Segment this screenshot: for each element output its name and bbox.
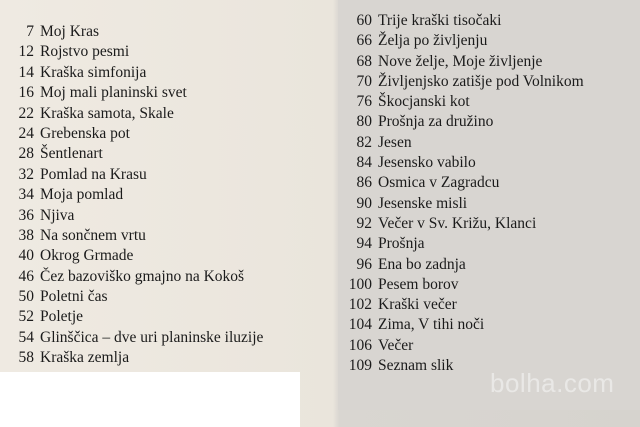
toc-entry (342, 173, 634, 193)
toc-page-number: 38 (18, 226, 34, 244)
toc-title: Moj Kras (40, 23, 99, 40)
toc-entry (342, 52, 634, 72)
toc-page-number: 68 (356, 52, 372, 70)
toc-page-number: 22 (18, 104, 34, 122)
toc-title: Čez bazoviško gmajno na Kokoš (40, 267, 245, 285)
toc-entry (342, 275, 634, 295)
toc-entry (6, 328, 336, 348)
toc-page-number: 32 (18, 165, 34, 183)
toc-entry (342, 214, 634, 234)
toc-page-number: 109 (348, 357, 372, 375)
toc-page-number: 90 (356, 194, 372, 212)
toc-entry (342, 153, 634, 173)
toc-page-number: 84 (356, 154, 372, 172)
toc-entry (6, 287, 336, 307)
toc-page-number: 94 (356, 235, 372, 253)
toc-entry (342, 194, 634, 214)
toc-title: Nove želje, Moje življenje (378, 52, 543, 70)
toc-page-number: 28 (18, 145, 34, 163)
toc-page-number: 66 (356, 32, 372, 50)
toc-entry (6, 206, 336, 226)
toc-page-number: 52 (18, 308, 34, 326)
toc-entry (342, 112, 634, 132)
toc-title: Zima, V tihi noči (378, 316, 485, 334)
toc-title: Jesenske misli (378, 194, 468, 212)
toc-page-number: 16 (18, 84, 34, 102)
toc-entry (342, 234, 634, 254)
toc-title: Želja po življenju (378, 32, 488, 50)
toc-entry (342, 31, 634, 51)
toc-page-number: 46 (18, 267, 34, 285)
toc-entry (6, 22, 336, 42)
toc-entry (342, 295, 634, 315)
contents-column-right (342, 11, 634, 376)
watermark: bolha.com (490, 368, 615, 398)
toc-page-number: 104 (348, 316, 372, 334)
toc-title: Moj mali planinski svet (40, 84, 187, 102)
toc-title: Okrog Grmade (40, 247, 134, 265)
toc-entry (342, 133, 634, 153)
toc-page-number: 14 (18, 63, 34, 81)
toc-page-number: 60 (356, 12, 372, 29)
toc-title: Pesem borov (378, 275, 459, 293)
toc-title: Šentlenart (40, 145, 103, 163)
toc-page-number: 96 (356, 255, 372, 273)
toc-page-number: 100 (348, 275, 372, 293)
toc-page-number: 50 (18, 288, 34, 306)
toc-title: Pomlad na Krasu (40, 165, 147, 183)
toc-title: Prošnja za družino (378, 113, 494, 131)
toc-entry (6, 63, 336, 83)
toc-page-number: 102 (348, 296, 372, 314)
contents-column-left (6, 22, 336, 369)
toc-entry (342, 11, 634, 31)
toc-title: Kraška simfonija (40, 63, 147, 81)
toc-page-number: 86 (356, 174, 372, 192)
toc-entry (6, 226, 336, 246)
blank-margin (0, 372, 300, 427)
toc-page-number: 36 (18, 206, 34, 224)
toc-entry (6, 246, 336, 266)
toc-title: Poletje (40, 308, 84, 326)
toc-page-number: 24 (18, 124, 34, 142)
toc-title: Škocjanski kot (378, 93, 470, 111)
toc-title: Glinščica – dve uri planinske iluzije (40, 328, 264, 346)
toc-entry (6, 348, 336, 368)
toc-page-number: 82 (356, 133, 372, 151)
toc-entry (6, 104, 336, 124)
toc-page-number: 54 (18, 328, 34, 346)
toc-title: Njiva (40, 206, 75, 224)
toc-page-number: 58 (18, 349, 34, 367)
toc-title: Kraška samota, Skale (40, 104, 174, 122)
toc-entry (342, 336, 634, 356)
toc-page-number: 92 (356, 214, 372, 232)
toc-entry (342, 92, 634, 112)
toc-entry (6, 83, 336, 103)
toc-page-number: 12 (18, 43, 34, 61)
toc-page-number: 80 (356, 113, 372, 131)
toc-entry (342, 72, 634, 92)
toc-entry (6, 307, 336, 327)
toc-title: Kraški večer (378, 296, 457, 314)
toc-entry (6, 124, 336, 144)
toc-title: Večer (378, 336, 414, 354)
toc-page-number: 34 (18, 186, 34, 204)
toc-title: Grebenska pot (40, 124, 130, 142)
toc-entry (6, 144, 336, 164)
toc-page-number: 70 (356, 72, 372, 90)
toc-title: Jesensko vabilo (378, 154, 476, 172)
toc-entry (6, 267, 336, 287)
toc-title: Trije kraški tisočaki (378, 12, 502, 29)
toc-title: Kraška zemlja (40, 349, 130, 367)
toc-entry (6, 42, 336, 62)
toc-entry (342, 315, 634, 335)
toc-title: Osmica v Zagradcu (378, 174, 500, 192)
toc-title: Rojstvo pesmi (40, 43, 130, 61)
toc-title: Seznam slik (378, 357, 454, 375)
toc-entry (6, 165, 336, 185)
toc-page-number: 40 (18, 247, 34, 265)
toc-title: Moja pomlad (40, 186, 124, 204)
toc-title: Ena bo zadnja (378, 255, 466, 273)
toc-page-number: 7 (26, 23, 34, 40)
toc-title: Večer v Sv. Križu, Klanci (378, 214, 537, 232)
toc-title: Prošnja (378, 235, 425, 253)
toc-title: Poletni čas (40, 288, 108, 306)
toc-page-number: 76 (356, 93, 372, 111)
toc-title: Življenjsko zatišje pod Volnikom (378, 72, 584, 90)
toc-entry (6, 185, 336, 205)
toc-page-number: 106 (348, 336, 372, 354)
toc-title: Na sončnem vrtu (40, 226, 146, 244)
toc-entry (342, 255, 634, 275)
toc-title: Jesen (378, 133, 412, 151)
